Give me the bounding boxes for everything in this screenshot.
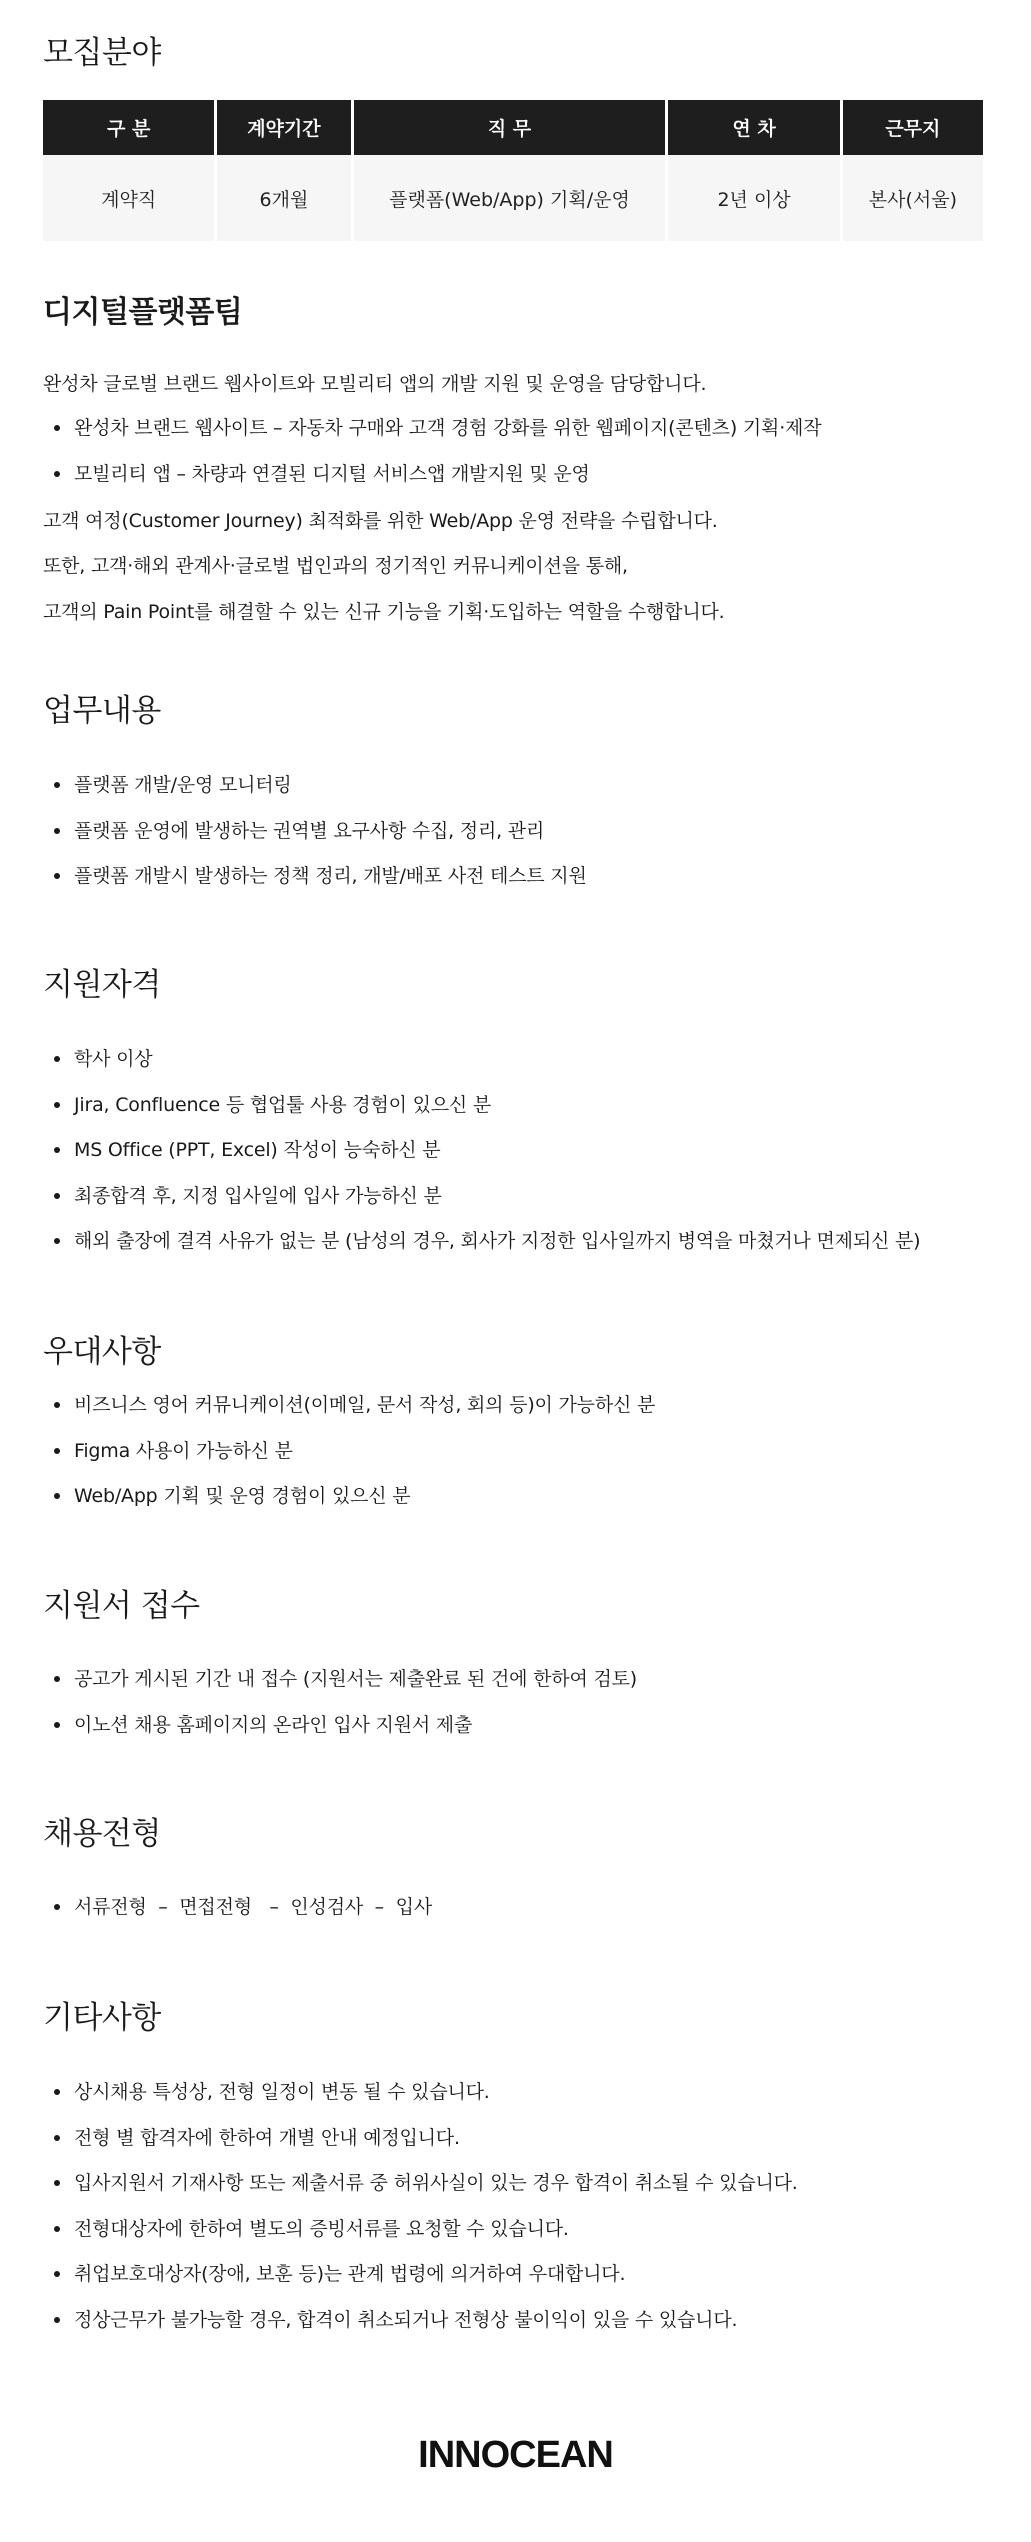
list-item-text: 해외 출장에 결격 사유가 없는 분 (남성의 경우, 회사가 지정한 입사일까지 병역을 마쳤거나 면제되신 분) [74, 1230, 921, 1253]
list-item [43, 1050, 920, 1096]
list-item [43, 419, 821, 465]
list-item-text: 공고가 게시된 기간 내 접수 (지원서는 제출완료 된 건에 한하여 검토) [74, 1668, 637, 1690]
bullet-icon [54, 1448, 60, 1454]
list-item [43, 2308, 798, 2357]
list-item-text: 플랫폼 운영에 발생하는 권역별 요구사항 수집, 정리, 관리 [74, 819, 545, 842]
list-item [43, 819, 587, 868]
others-list [43, 2083, 798, 2357]
list-item-text: Web/App 기획 및 운영 경험이 있으신 분 [74, 1485, 411, 1508]
qualifications-heading: 지원자격 [43, 967, 161, 1003]
list-item [43, 1184, 920, 1233]
list-item [43, 1396, 655, 1442]
table-header-cell: 구 분 [43, 100, 214, 155]
list-item-text: 전형대상자에 한하여 별도의 증빙서류를 요청할 수 있습니다. [74, 2217, 569, 2240]
list-item-text: 전형 별 합격자에 한하여 개별 안내 예정입니다. [74, 2126, 460, 2149]
table-cell: 6개월 [217, 155, 350, 241]
list-item [43, 1232, 920, 1278]
bullet-icon [54, 2271, 60, 2277]
list-item-text: 최종합격 후, 지정 입사일에 입사 가능하신 분 [74, 1184, 442, 1207]
team-intro: 완성차 글로벌 브랜드 웹사이트와 모빌리티 앱의 개발 지원 및 운영을 담당합니다. [43, 373, 707, 395]
list-item [43, 867, 587, 913]
table-header-cell: 근무지 [843, 100, 983, 155]
list-item [43, 1898, 432, 1944]
list-item-text: 학사 이상 [74, 1048, 153, 1070]
list-item-text: 비즈니스 영어 커뮤니케이션(이메일, 문서 작성, 회의 등)이 가능하신 분 [74, 1394, 656, 1416]
bullet-icon [54, 1238, 60, 1244]
duties-heading: 업무내용 [43, 693, 161, 729]
bullet-icon [54, 1722, 60, 1728]
others-heading: 기타사항 [43, 2000, 161, 2036]
bullet-icon [54, 1904, 60, 1910]
team-line: 고객의 Pain Point를 해결할 수 있는 신규 기능을 기획·도입하는 역할을 수행합니다. [43, 601, 725, 623]
list-item-text: 완성차 브랜드 웹사이트 – 자동차 구매와 고객 경험 강화를 위한 웹페이지(콘텐츠) 기획·제작 [74, 417, 822, 439]
bullet-icon [54, 1147, 60, 1153]
list-item [43, 2217, 798, 2266]
table-cell: 계약직 [43, 155, 214, 241]
list-item-text: 정상근무가 불가능할 경우, 합격이 취소되거나 전형상 불이익이 있을 수 있습니다. [74, 2308, 738, 2331]
bullet-icon [54, 828, 60, 834]
recruit-field-heading: 모집분야 [43, 35, 161, 71]
list-item-text: Figma 사용이 가능하신 분 [74, 1439, 293, 1462]
bullet-icon [54, 2180, 60, 2186]
table-cell: 본사(서울) [843, 155, 983, 241]
list-item-text: 취업보호대상자(장애, 보훈 등)는 관계 법령에 의거하여 우대합니다. [74, 2263, 626, 2286]
list-item-text: 플랫폼 개발시 발생하는 정책 정리, 개발/배포 사전 테스트 지원 [74, 865, 587, 888]
list-item-text: 상시채용 특성상, 전형 일정이 변동 될 수 있습니다. [74, 2081, 490, 2103]
bullet-icon [54, 1056, 60, 1062]
list-item [43, 1713, 637, 1762]
application-heading: 지원서 접수 [43, 1588, 200, 1624]
table-header-cell: 직 무 [354, 100, 666, 155]
preferred-list [43, 1396, 655, 1533]
bullet-icon [54, 873, 60, 879]
innocean-logo: INNOCEAN [418, 2434, 613, 2476]
list-item-text: Jira, Confluence 등 협업툴 사용 경험이 있으신 분 [74, 1093, 492, 1116]
list-item [43, 2265, 798, 2311]
team-bullet-list [43, 419, 821, 510]
team-line: 또한, 고객·해외 관계사·글로벌 법인과의 정기적인 커뮤니케이션을 통해, [43, 555, 628, 577]
table-cell: 플랫폼(Web/App) 기획/운영 [354, 155, 666, 241]
list-item [43, 1670, 637, 1716]
list-item [43, 776, 587, 822]
application-list [43, 1670, 637, 1761]
recruit-table [40, 100, 986, 241]
list-item [43, 1487, 655, 1533]
table-header-cell: 연 차 [668, 100, 839, 155]
list-item [43, 2083, 798, 2129]
table-header-row [43, 100, 983, 155]
list-item [43, 1141, 920, 1187]
bullet-icon [54, 471, 60, 477]
process-list [43, 1898, 432, 1944]
team-line: 고객 여정(Customer Journey) 최적화를 위한 Web/App 운영 전략을 수립합니다. [43, 510, 718, 532]
bullet-icon [54, 425, 60, 431]
table-header-cell: 계약기간 [217, 100, 350, 155]
bullet-icon [54, 2317, 60, 2323]
list-item [43, 1093, 920, 1142]
bullet-icon [54, 1402, 60, 1408]
bullet-icon [54, 782, 60, 788]
bullet-icon [54, 1193, 60, 1199]
list-item [43, 2174, 798, 2220]
bullet-icon [54, 1102, 60, 1108]
list-item [43, 462, 821, 511]
bullet-icon [54, 2226, 60, 2232]
list-item [43, 2126, 798, 2175]
table-cell: 2년 이상 [668, 155, 839, 241]
bullet-icon [54, 2135, 60, 2141]
process-heading: 채용전형 [43, 1816, 161, 1852]
list-item-text: 서류전형 – 면접전형 – 인성검사 – 입사 [74, 1896, 432, 1918]
list-item-text: 모빌리티 앱 – 차량과 연결된 디지털 서비스앱 개발지원 및 운영 [74, 462, 590, 485]
table-row [43, 155, 983, 241]
list-item-text: 플랫폼 개발/운영 모니터링 [74, 774, 292, 796]
bullet-icon [54, 1676, 60, 1682]
preferred-heading: 우대사항 [43, 1334, 161, 1370]
bullet-icon [54, 1493, 60, 1499]
team-heading: 디지털플랫폼팀 [43, 295, 243, 330]
duties-list [43, 776, 587, 913]
qualifications-list [43, 1050, 920, 1278]
bullet-icon [54, 2089, 60, 2095]
list-item-text: MS Office (PPT, Excel) 작성이 능숙하신 분 [74, 1139, 441, 1162]
list-item-text: 입사지원서 기재사항 또는 제출서류 중 허위사실이 있는 경우 합격이 취소될 수 있습니다. [74, 2172, 798, 2195]
list-item-text: 이노션 채용 홈페이지의 온라인 입사 지원서 제출 [74, 1713, 473, 1736]
list-item [43, 1439, 655, 1488]
